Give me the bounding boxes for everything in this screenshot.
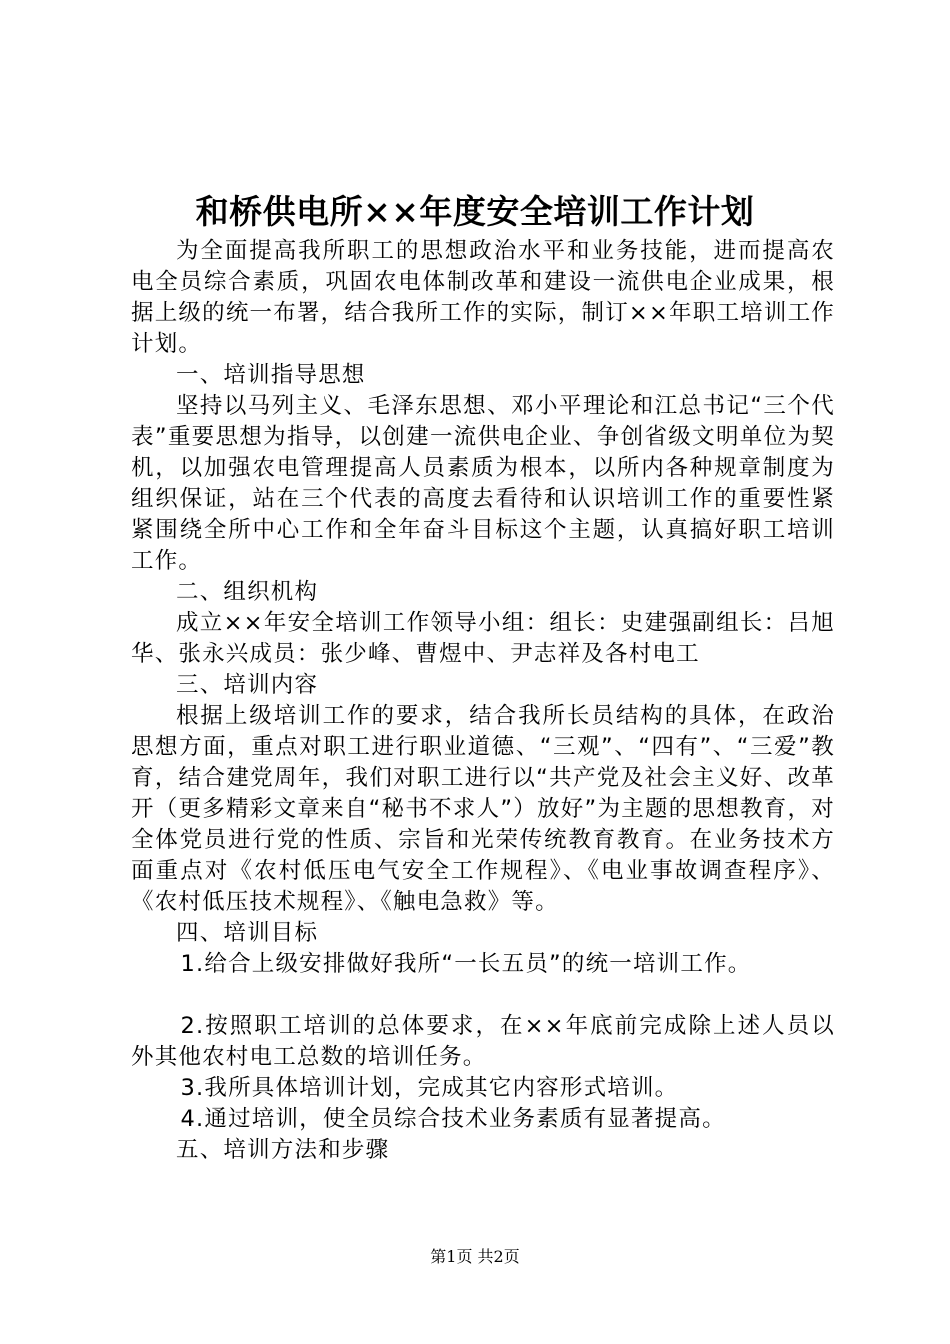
goal-item-1: 1.给合上级安排做好我所“一长五员”的统一培训工作。 — [180, 951, 752, 977]
paragraph-guiding-ideology: 坚持以马列主义、毛泽东思想、邓小平理论和江总书记“三个代表”重要思想为指导，以创建一流供电企业、争创省级文明单位为契机，以加强农电管理提高人员素质为根本，以所内各种规章制度为组织保证，站在三个代表的高度去看待和认识培训工作的重要性紧紧围绕全所中心工作和全年奋斗目标这个主题，认真搞好职工培训工作。 — [131, 393, 835, 574]
page-number-footer: 第1页 共2页 — [430, 1247, 520, 1266]
document-title: 和桥供电所××年度安全培训工作计划 — [195, 192, 755, 231]
goal-item-4: 4.通过培训，使全员综合技术业务素质有显著提高。 — [180, 1106, 726, 1132]
section-heading-guiding-ideology: 一、培训指导思想 — [176, 362, 366, 388]
section-heading-methods: 五、培训方法和步骤 — [176, 1137, 390, 1163]
goal-item-2: 2.按照职工培训的总体要求，在××年底前完成除上述人员以外其他农村电工总数的培训任务。 — [131, 1013, 835, 1070]
section-heading-training-goals: 四、培训目标 — [176, 920, 319, 946]
paragraph-training-content: 根据上级培训工作的要求，结合我所长员结构的具体，在政治思想方面，重点对职工进行职业道德、“三观”、“四有”、“三爱”教育，结合建党周年，我们对职工进行以“共产党及社会主义好、改革开（更多精彩文章来自“秘书不求人”）放好”为主题的思想教育，对全体党员进行党的性质、宗旨和光荣传统教育教育。在业务技术方面重点对《农村低压电气安全工作规程》、《电业事故调查程序》、《农村低压技术规程》、《触电急救》等。 — [131, 703, 835, 915]
section-heading-training-content: 三、培训内容 — [176, 672, 319, 698]
section-heading-organization: 二、组织机构 — [176, 579, 319, 605]
document-body — [131, 236, 835, 1166]
paragraph-organization: 成立××年安全培训工作领导小组：组长：史建强副组长：吕旭华、张永兴成员：张少峰、曹煜中、尹志祥及各村电工 — [131, 610, 835, 667]
paragraph-intro: 为全面提高我所职工的思想政治水平和业务技能，进而提高农电全员综合素质，巩固农电体制改革和建设一流供电企业成果，根据上级的统一布署，结合我所工作的实际，制订××年职工培训工作计划。 — [131, 238, 835, 357]
goal-item-3: 3.我所具体培训计划，完成其它内容形式培训。 — [180, 1075, 679, 1101]
